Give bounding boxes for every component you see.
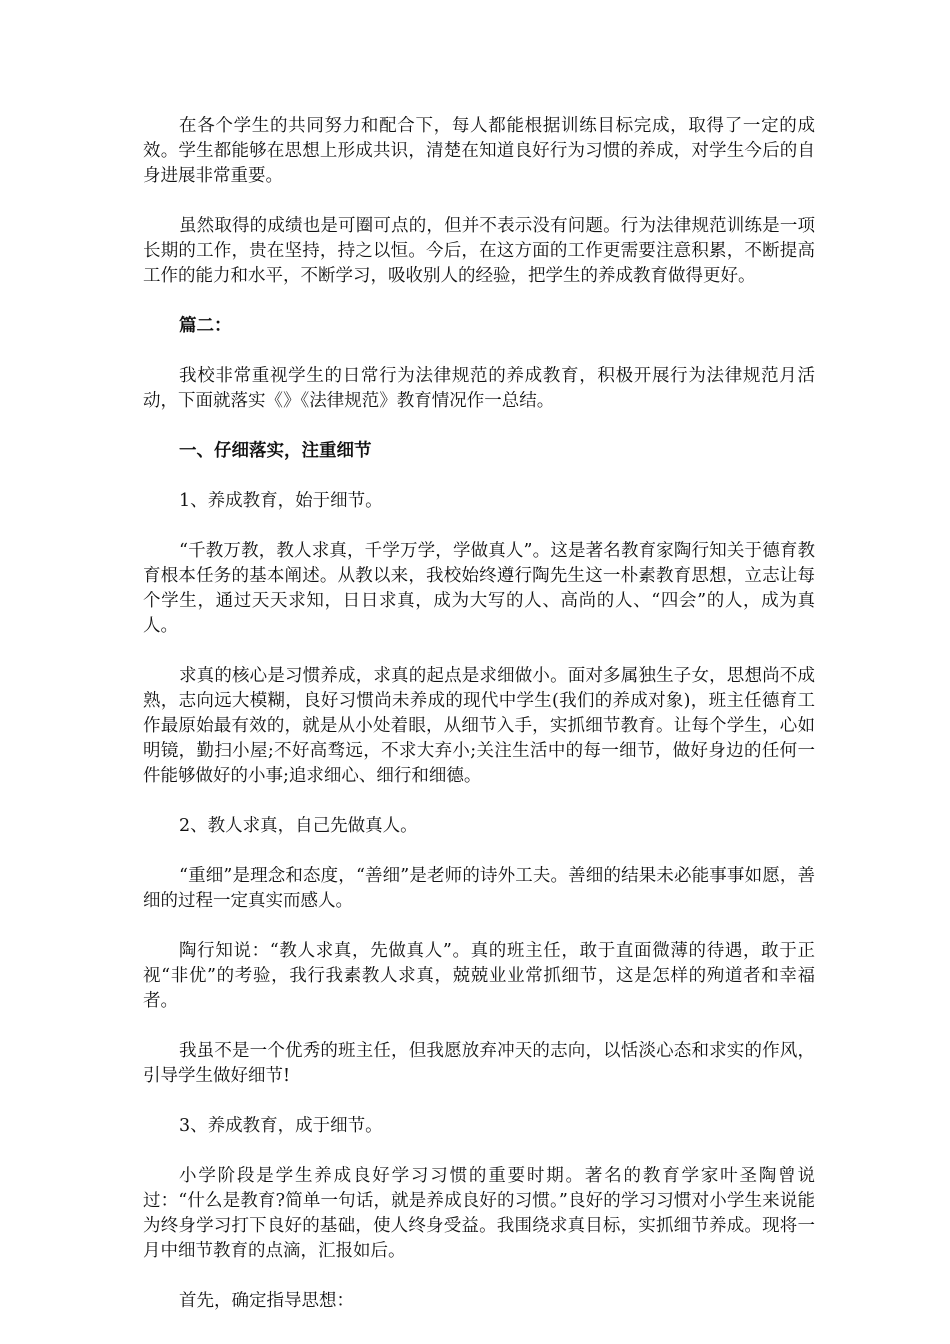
paragraph: 虽然取得的成绩也是可圈可点的，但并不表示没有问题。行为法律规范训练是一项长期的工作，贵在坚持，持之以恒。今后，在这方面的工作更需要注意积累，不断提高工作的能力和水平，不断学习，吸收别人的经验，把学生的养成教育做得更好。 [143,216,815,286]
paragraph: 我校非常重视学生的日常行为法律规范的养成教育，积极开展行为法律规范月活动，下面就落实《》《法律规范》教育情况作一总结。 [143,366,815,411]
paragraph: “重细”是理念和态度，“善细”是老师的诗外工夫。善细的结果未必能事事如愿，善细的过程一定真实而感人。 [143,866,815,911]
paragraph: “千教万教，教人求真，千学万学，学做真人”。这是著名教育家陶行知关于德育教育根本任务的基本阐述。从教以来，我校始终遵行陶先生这一朴素教育思想，立志让每个学生，通过天天求知，日日求真，成为大写的人、高尚的人、“四会”的人，成为真人。 [143,541,815,636]
subheading: 1、养成教育，始于细节。 [179,491,383,511]
paragraph: 在各个学生的共同努力和配合下，每人都能根据训练目标完成，取得了一定的成效。学生都能够在思想上形成共识，清楚在知道良好行为习惯的养成，对学生今后的自身进展非常重要。 [143,116,815,186]
subheading: 3、养成教育，成于细节。 [179,1116,383,1136]
paragraph: 求真的核心是习惯养成，求真的起点是求细做小。面对多属独生子女，思想尚不成熟，志向远大模糊，良好习惯尚未养成的现代中学生(我们的养成对象)，班主任德育工作最原始最有效的，就是从小处着眼，从细节入手，实抓细节教育。让每个学生，心如明镜，勤扫小屋;不好高骛远，不求大弃小;关注生活中的每一细节，做好身边的任何一件能够做好的小事;追求细心、细行和细德。 [143,666,815,786]
paragraph: 陶行知说：“教人求真，先做真人”。真的班主任，敢于直面微薄的待遇，敢于正视“非优”的考验，我行我素教人求真，兢兢业业常抓细节，这是怎样的殉道者和幸福者。 [143,941,815,1011]
subheading: 2、教人求真，自己先做真人。 [179,816,418,836]
paragraph: 首先，确定指导思想： [179,1291,354,1311]
paragraph: 我虽不是一个优秀的班主任，但我愿放弃冲天的志向，以恬淡心态和求实的作风，引导学生做好细节! [143,1041,815,1086]
paragraph: 小学阶段是学生养成良好学习习惯的重要时期。著名的教育学家叶圣陶曾说过：“什么是教育?简单一句话，就是养成良好的习惯。”良好的学习习惯对小学生来说能为终身学习打下良好的基础，使人终身受益。我围绕求真目标，实抓细节养成。现将一月中细节教育的点滴，汇报如后。 [143,1166,815,1261]
document-body [143,114,815,1339]
section-heading: 篇二： [179,316,232,336]
section-heading: 一、仔细落实，注重细节 [179,441,372,461]
